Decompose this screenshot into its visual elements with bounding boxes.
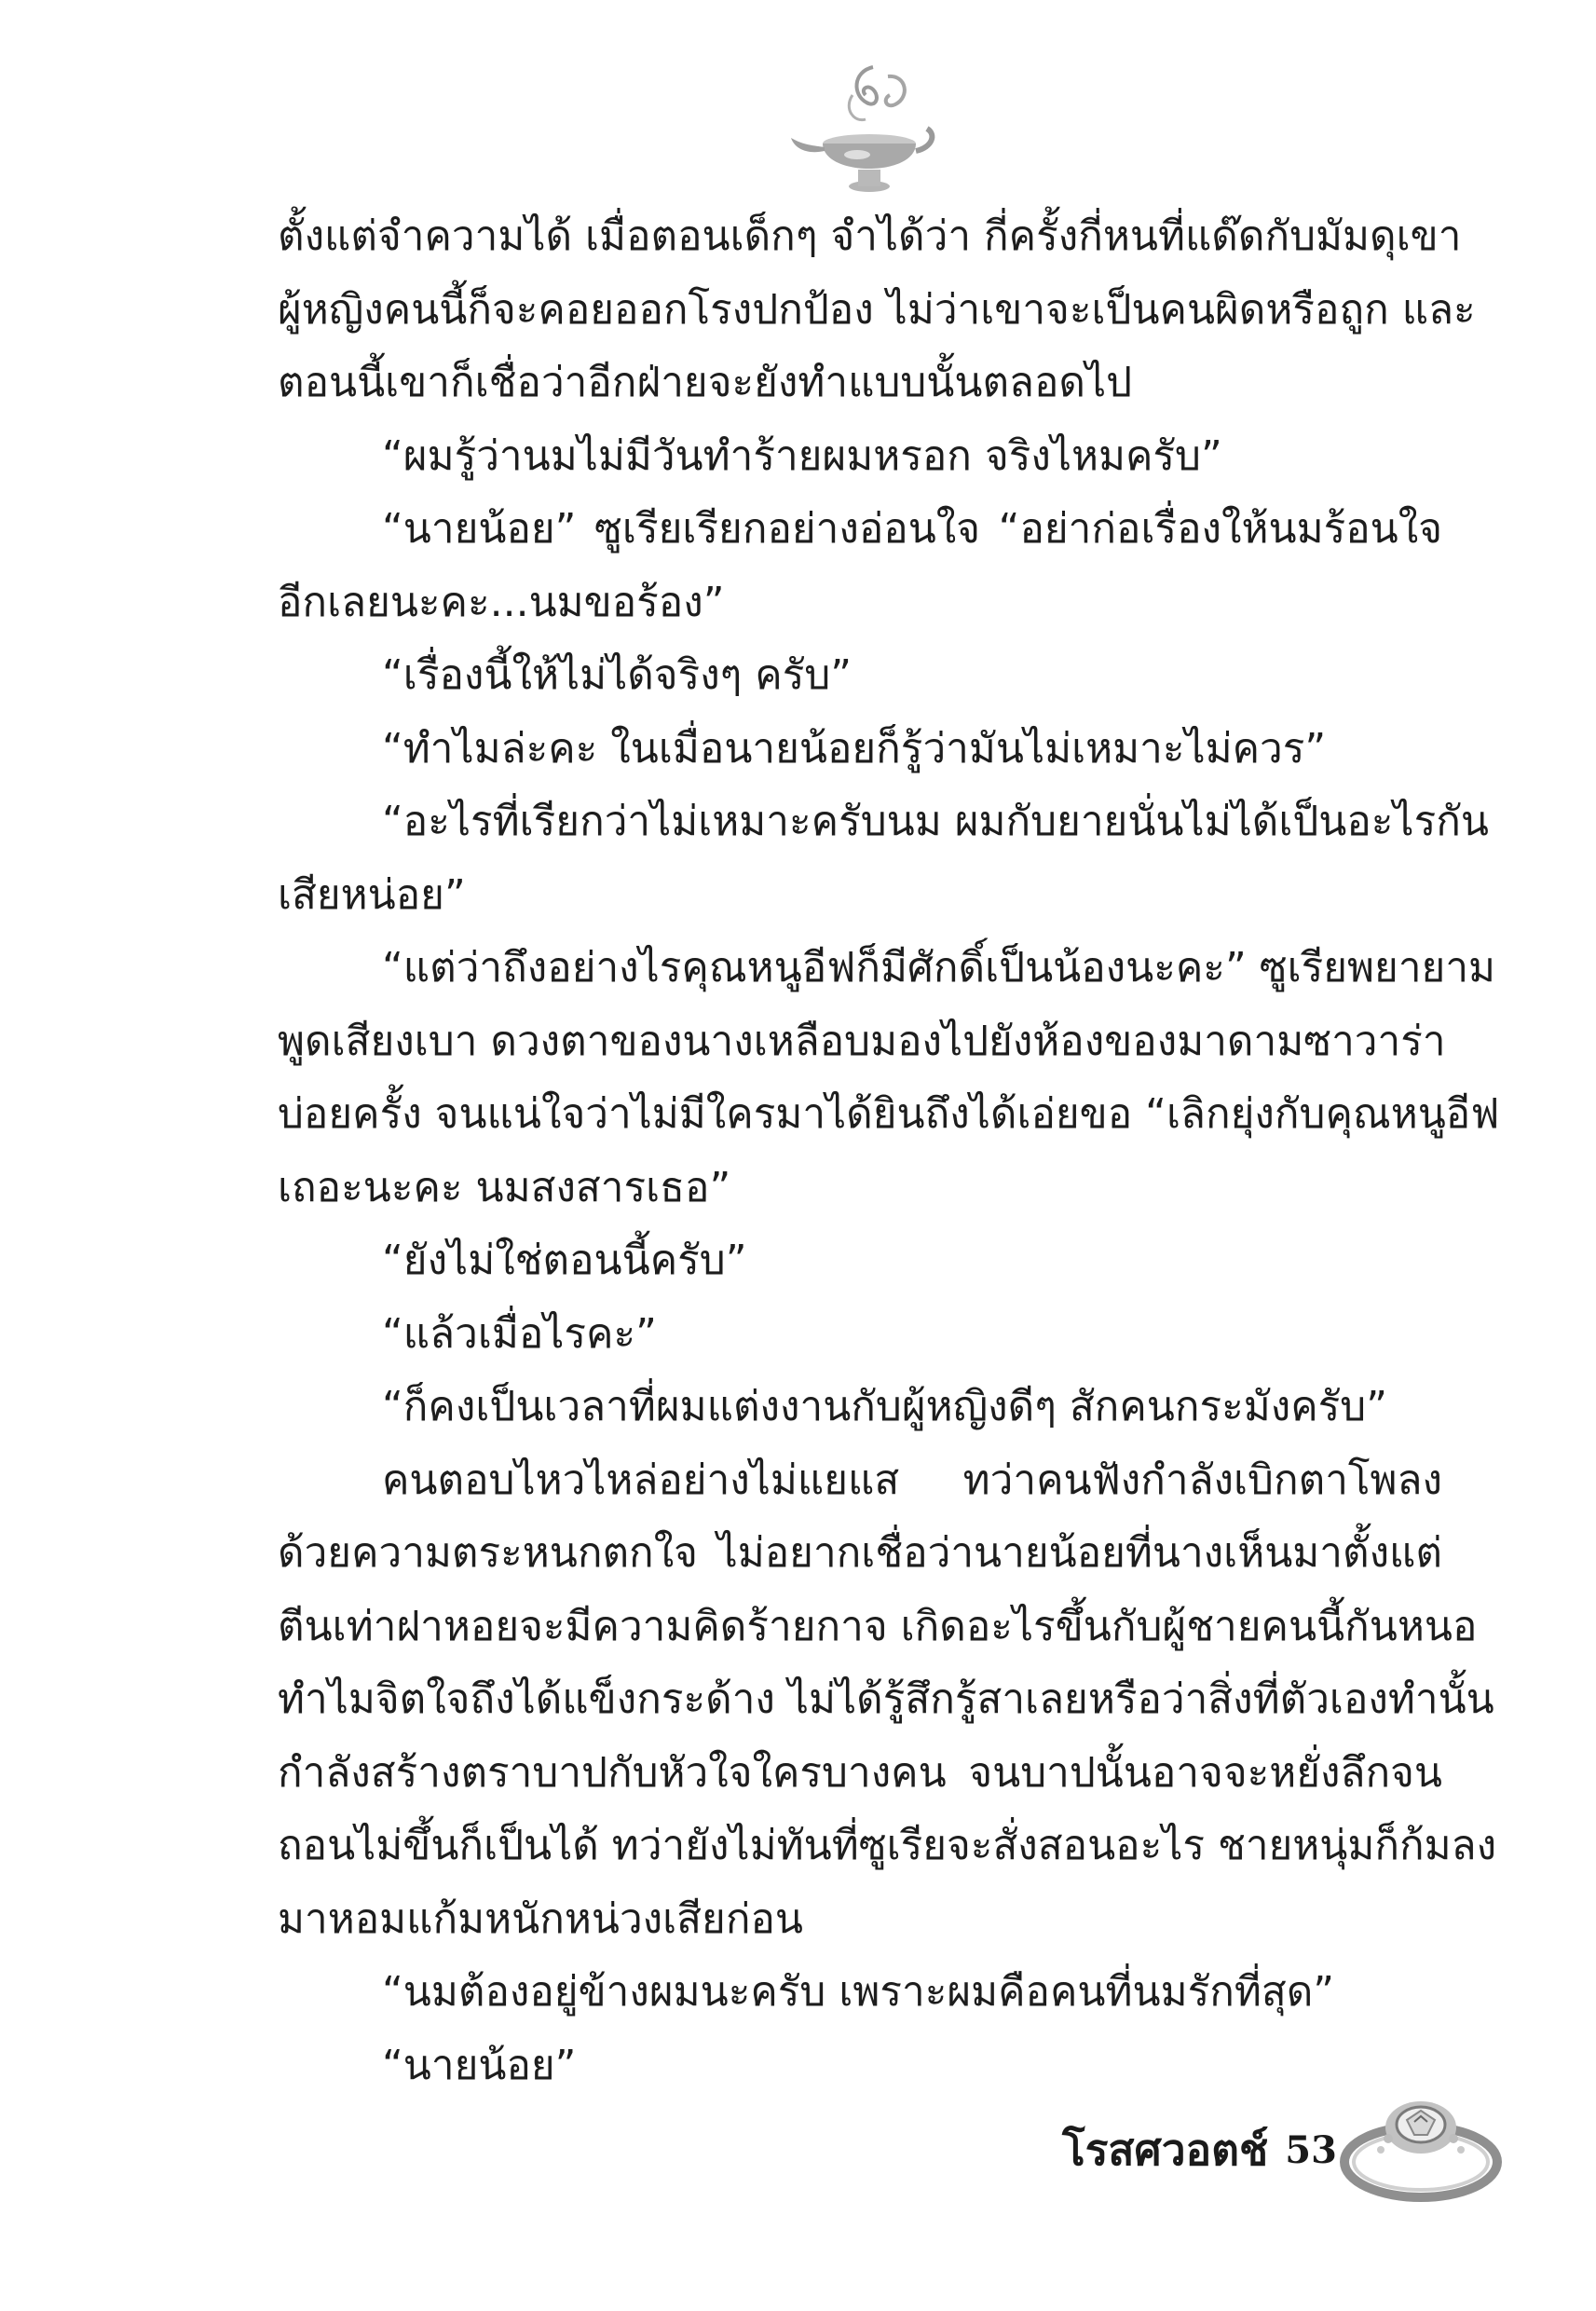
- text-line: ถอนไม่ขึ้นก็เป็นได้ ทว่ายังไม่ทันที่ซูเรียจะสั่งสอนอะไร ชายหนุ่มก็ก้มลง: [278, 1822, 1497, 1869]
- text-line: เถอะนะคะ นมสงสารเธอ”: [278, 1163, 731, 1211]
- text-line: ผู้หญิงคนนี้ก็จะคอยออกโรงปกป้อง ไม่ว่าเขาจะเป็นคนผิดหรือถูก และ: [278, 285, 1476, 334]
- text-line: ตีนเท่าฝาหอยจะมีความคิดร้ายกาจ เกิดอะไรขึ้นกับผู้ชายคนนี้กันหนอ: [278, 1602, 1478, 1650]
- text-line: บ่อยครั้ง จนแน่ใจว่าไม่มีใครมาได้ยินถึงได้เอ่ยขอ “เลิกยุ่งกับคุณหนูอีฟ: [278, 1090, 1500, 1138]
- text-line: กำลังสร้างตราบาปกับหัวใจใครบางคน จนบาปนั้นอาจจะหยั่งลึกจน: [278, 1748, 1442, 1797]
- text-line: ด้วยความตระหนกตกใจ ไม่อยากเชื่อว่านายน้อยที่นางเห็นมาตั้งแต่: [278, 1529, 1442, 1577]
- diamond-ring-icon: [1332, 2073, 1509, 2213]
- genie-lamp-icon: [787, 58, 936, 216]
- text-line: ตอนนี้เขาก็เชื่อว่าอีกฝ่ายจะยังทำแบบนั้นตลอดไป: [278, 359, 1133, 406]
- dialogue-line: “อะไรที่เรียกว่าไม่เหมาะครับนม ผมกับยายนั่นไม่ได้เป็นอะไรกัน: [382, 798, 1489, 845]
- dialogue-line: “นายน้อย” ซูเรียเรียกอย่างอ่อนใจ “อย่าก่อเรื่องให้นมร้อนใจ: [382, 505, 1442, 553]
- paragraph-line: คนตอบไหวไหล่อย่างไม่แยแส ทว่าคนฟังกำลังเบิกตาโพลง: [382, 1456, 1442, 1504]
- book-title: โรสศวอตช์: [1062, 2124, 1269, 2175]
- page-footer: [1062, 2108, 1337, 2192]
- dialogue-line: “เรื่องนี้ให้ไม่ได้จริงๆ ครับ”: [382, 651, 853, 699]
- dialogue-line: “ผมรู้ว่านมไม่มีวันทำร้ายผมหรอก จริงไหมครับ”: [382, 431, 1222, 480]
- dialogue-line: “นมต้องอยู่ข้างผมนะครับ เพราะผมคือคนที่นมรักที่สุด”: [382, 1968, 1335, 2016]
- dialogue-line: “นายน้อย”: [382, 2041, 577, 2089]
- dialogue-line: “ทำไมล่ะคะ ในเมื่อนายน้อยก็รู้ว่ามันไม่เหมาะไม่ควร”: [382, 724, 1327, 773]
- text-line: พูดเสียงเบา ดวงตาของนางเหลือบมองไปยังห้องของมาดามซาวาร่า: [278, 1017, 1446, 1065]
- dialogue-line: “แต่ว่าถึงอย่างไรคุณหนูอีฟก็มีศักดิ์เป็นน้องนะคะ” ซูเรียพยายาม: [382, 944, 1496, 991]
- page-number: 53: [1285, 2127, 1337, 2172]
- text-line: ทำไมจิตใจถึงได้แข็งกระด้าง ไม่ได้รู้สึกรู้สาเลยหรือว่าสิ่งที่ตัวเองทำนั้น: [278, 1675, 1494, 1723]
- text-line: ตั้งแต่จำความได้ เมื่อตอนเด็กๆ จำได้ว่า กี่ครั้งกี่หนที่แด๊ดกับมัมดุเขา: [278, 212, 1462, 260]
- story-text: [278, 200, 1500, 2102]
- text-line: อีกเลยนะคะ...นมขอร้อง”: [278, 578, 725, 626]
- text-line: มาหอมแก้มหนักหน่วงเสียก่อน: [278, 1894, 803, 1943]
- dialogue-line: “ก็คงเป็นเวลาที่ผมแต่งงานกับผู้หญิงดีๆ สักคนกระมังครับ”: [382, 1383, 1388, 1430]
- dialogue-line: “แล้วเมื่อไรคะ”: [382, 1309, 657, 1358]
- dialogue-line: “ยังไม่ใช่ตอนนี้ครับ”: [382, 1237, 747, 1284]
- text-line: เสียหน่อย”: [278, 870, 466, 919]
